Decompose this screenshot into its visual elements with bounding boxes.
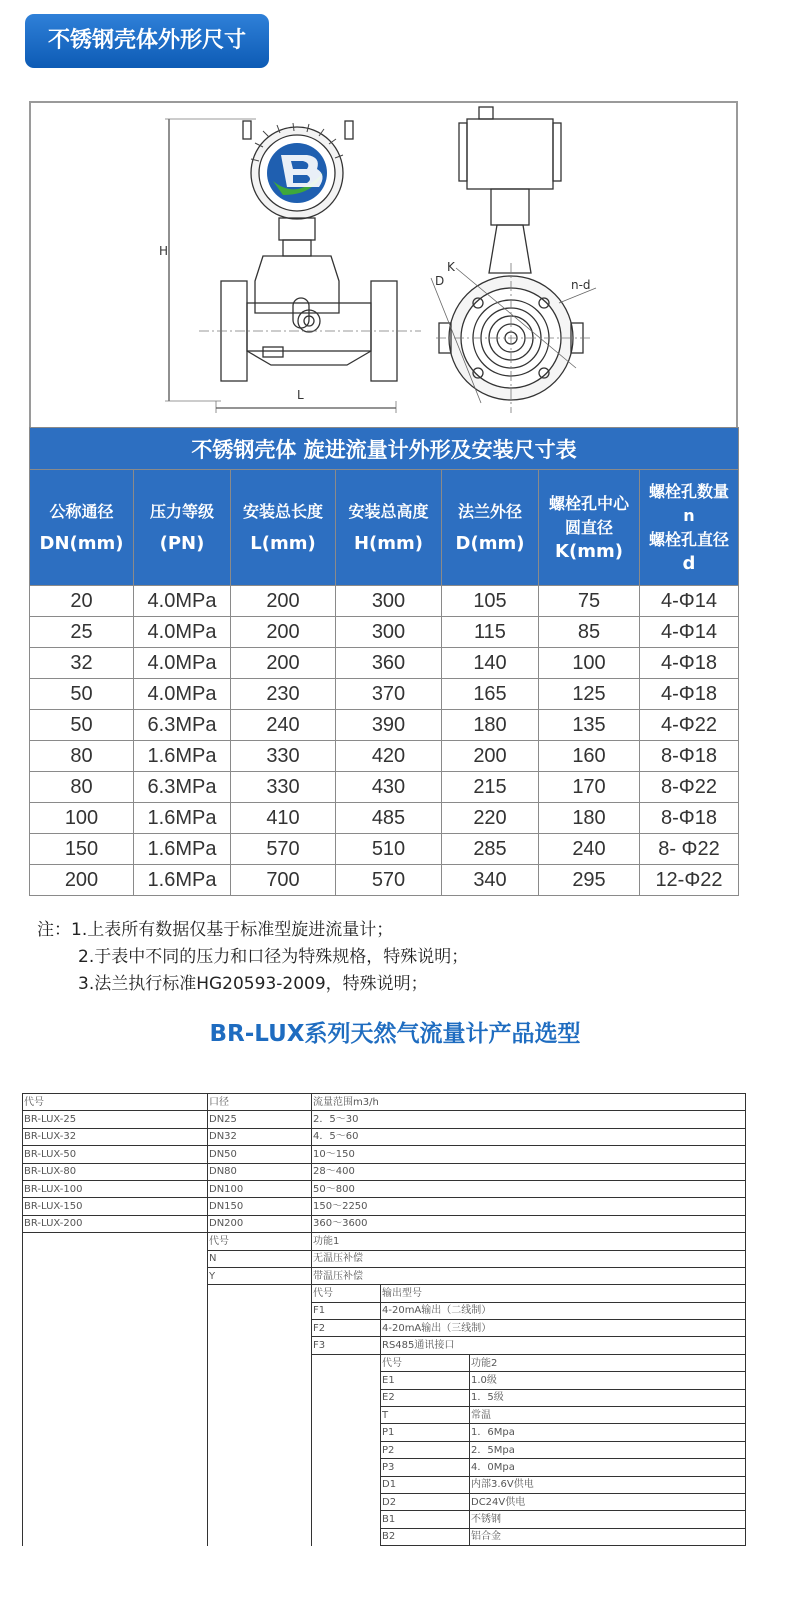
table-cell: 200 bbox=[231, 617, 336, 648]
brand-logo-icon bbox=[267, 143, 327, 203]
table-title: 不锈钢壳体 旋进流量计外形及安装尺寸表 bbox=[30, 428, 739, 470]
empty-cell bbox=[312, 1424, 381, 1441]
dimension-k-label: K bbox=[447, 260, 455, 274]
empty-cell bbox=[23, 1302, 208, 1319]
code-cell: E1 bbox=[381, 1372, 470, 1389]
column-header: 螺栓孔数量 n 螺栓孔直径 d bbox=[640, 470, 739, 586]
empty-cell bbox=[23, 1424, 208, 1441]
selection-row bbox=[23, 1354, 746, 1371]
table-cell: 4.0MPa bbox=[134, 679, 231, 710]
value-cell: 4．5～60 bbox=[312, 1128, 746, 1145]
code-cell: BR-LUX-80 bbox=[23, 1163, 208, 1180]
value-cell: DN200 bbox=[208, 1215, 312, 1232]
selection-row bbox=[23, 1285, 746, 1302]
selection-row bbox=[23, 1302, 746, 1319]
code-cell: D2 bbox=[381, 1493, 470, 1510]
table-cell: 115 bbox=[442, 617, 539, 648]
table-cell: 485 bbox=[336, 803, 442, 834]
table-cell: 80 bbox=[30, 772, 134, 803]
empty-cell bbox=[23, 1233, 208, 1250]
dimension-l-label: L bbox=[297, 388, 304, 402]
selection-row bbox=[23, 1094, 746, 1111]
table-cell: 285 bbox=[442, 834, 539, 865]
table-row bbox=[30, 679, 739, 710]
selection-table bbox=[22, 1093, 746, 1546]
empty-cell bbox=[23, 1267, 208, 1284]
selection-row bbox=[23, 1128, 746, 1145]
value-cell: 4．0Mpa bbox=[470, 1459, 746, 1476]
empty-cell bbox=[208, 1407, 312, 1424]
table-cell: 20 bbox=[30, 586, 134, 617]
value-cell: 带温压补偿 bbox=[312, 1267, 746, 1284]
code-cell: BR-LUX-200 bbox=[23, 1215, 208, 1232]
value-cell: RS485通讯接口 bbox=[381, 1337, 746, 1354]
empty-cell bbox=[312, 1389, 381, 1406]
table-cell: 700 bbox=[231, 865, 336, 896]
table-row bbox=[30, 648, 739, 679]
code-cell: F3 bbox=[312, 1337, 381, 1354]
code-cell: B2 bbox=[381, 1528, 470, 1545]
selection-row bbox=[23, 1146, 746, 1163]
code-cell: B1 bbox=[381, 1511, 470, 1528]
empty-cell bbox=[312, 1407, 381, 1424]
table-cell: 85 bbox=[539, 617, 640, 648]
selection-row bbox=[23, 1111, 746, 1128]
value-cell: 10～150 bbox=[312, 1146, 746, 1163]
table-cell: 200 bbox=[231, 648, 336, 679]
empty-cell bbox=[208, 1441, 312, 1458]
section-badge: 不锈钢壳体外形尺寸 bbox=[25, 14, 269, 68]
value-cell: 1．5级 bbox=[470, 1389, 746, 1406]
value-cell: 流量范围m3/h bbox=[312, 1094, 746, 1111]
value-cell: 无温压补偿 bbox=[312, 1250, 746, 1267]
code-cell: BR-LUX-25 bbox=[23, 1111, 208, 1128]
empty-cell bbox=[208, 1511, 312, 1528]
table-cell: 330 bbox=[231, 741, 336, 772]
note-line: 注：1.上表所有数据仅基于标准型旋进流量计； bbox=[37, 920, 394, 940]
code-cell: Y bbox=[208, 1267, 312, 1284]
code-cell: 代号 bbox=[312, 1285, 381, 1302]
table-cell: 4.0MPa bbox=[134, 586, 231, 617]
selection-row bbox=[23, 1459, 746, 1476]
table-cell: 180 bbox=[539, 803, 640, 834]
empty-cell bbox=[312, 1372, 381, 1389]
notes bbox=[37, 917, 468, 998]
code-cell: 代号 bbox=[23, 1094, 208, 1111]
table-cell: 8- Φ22 bbox=[640, 834, 739, 865]
table-cell: 32 bbox=[30, 648, 134, 679]
empty-cell bbox=[208, 1389, 312, 1406]
table-cell: 1.6MPa bbox=[134, 834, 231, 865]
value-cell: 360～3600 bbox=[312, 1215, 746, 1232]
column-header: 压力等级 (PN) bbox=[134, 470, 231, 586]
table-row bbox=[30, 586, 739, 617]
code-cell: E2 bbox=[381, 1389, 470, 1406]
empty-cell bbox=[23, 1389, 208, 1406]
empty-cell bbox=[312, 1459, 381, 1476]
value-cell: DN50 bbox=[208, 1146, 312, 1163]
empty-cell bbox=[23, 1511, 208, 1528]
empty-cell bbox=[208, 1459, 312, 1476]
dimension-drawing bbox=[29, 101, 738, 427]
table-cell: 300 bbox=[336, 617, 442, 648]
value-cell: 功能1 bbox=[312, 1233, 746, 1250]
value-cell: DN150 bbox=[208, 1198, 312, 1215]
table-cell: 1.6MPa bbox=[134, 741, 231, 772]
code-cell: P1 bbox=[381, 1424, 470, 1441]
table-row bbox=[30, 710, 739, 741]
selection-title: BR-LUX系列天然气流量计产品选型 bbox=[209, 1021, 581, 1047]
empty-cell bbox=[208, 1285, 312, 1302]
table-cell: 8-Φ18 bbox=[640, 741, 739, 772]
value-cell: 28～400 bbox=[312, 1163, 746, 1180]
table-cell: 4.0MPa bbox=[134, 617, 231, 648]
empty-cell bbox=[23, 1441, 208, 1458]
table-cell: 75 bbox=[539, 586, 640, 617]
empty-cell bbox=[208, 1493, 312, 1510]
value-cell: 常温 bbox=[470, 1407, 746, 1424]
empty-cell bbox=[208, 1528, 312, 1545]
column-header: 公称通径 DN(mm) bbox=[30, 470, 134, 586]
table-cell: 4-Φ18 bbox=[640, 648, 739, 679]
code-cell: 代号 bbox=[208, 1233, 312, 1250]
table-cell: 230 bbox=[231, 679, 336, 710]
table-cell: 295 bbox=[539, 865, 640, 896]
selection-row bbox=[23, 1493, 746, 1510]
table-row bbox=[30, 772, 739, 803]
table-cell: 200 bbox=[442, 741, 539, 772]
column-header: 安装总高度 H(mm) bbox=[336, 470, 442, 586]
table-cell: 140 bbox=[442, 648, 539, 679]
value-cell: 2．5～30 bbox=[312, 1111, 746, 1128]
empty-cell bbox=[208, 1337, 312, 1354]
table-cell: 240 bbox=[539, 834, 640, 865]
code-cell: 代号 bbox=[381, 1354, 470, 1371]
table-cell: 125 bbox=[539, 679, 640, 710]
table-row bbox=[30, 741, 739, 772]
value-cell: 4-20mA输出（二线制） bbox=[381, 1302, 746, 1319]
table-cell: 410 bbox=[231, 803, 336, 834]
table-cell: 370 bbox=[336, 679, 442, 710]
table-cell: 1.6MPa bbox=[134, 803, 231, 834]
table-cell: 570 bbox=[231, 834, 336, 865]
table-cell: 220 bbox=[442, 803, 539, 834]
empty-cell bbox=[312, 1441, 381, 1458]
value-cell: 2．5Mpa bbox=[470, 1441, 746, 1458]
value-cell: DN32 bbox=[208, 1128, 312, 1145]
empty-cell bbox=[312, 1493, 381, 1510]
empty-cell bbox=[208, 1354, 312, 1371]
selection-row bbox=[23, 1250, 746, 1267]
value-cell: 50～800 bbox=[312, 1180, 746, 1197]
table-cell: 6.3MPa bbox=[134, 772, 231, 803]
table-cell: 105 bbox=[442, 586, 539, 617]
table-cell: 8-Φ18 bbox=[640, 803, 739, 834]
code-cell: BR-LUX-50 bbox=[23, 1146, 208, 1163]
table-cell: 340 bbox=[442, 865, 539, 896]
table-cell: 4-Φ14 bbox=[640, 586, 739, 617]
value-cell: 1．6Mpa bbox=[470, 1424, 746, 1441]
empty-cell bbox=[208, 1424, 312, 1441]
table-cell: 12-Φ22 bbox=[640, 865, 739, 896]
code-cell: F2 bbox=[312, 1320, 381, 1337]
note-line: 3.法兰执行标准HG20593-2009，特殊说明； bbox=[78, 974, 428, 994]
dimension-d-label: D bbox=[435, 274, 445, 288]
empty-cell bbox=[208, 1320, 312, 1337]
code-cell: P3 bbox=[381, 1459, 470, 1476]
table-cell: 50 bbox=[30, 679, 134, 710]
value-cell: 口径 bbox=[208, 1094, 312, 1111]
empty-cell bbox=[23, 1372, 208, 1389]
table-cell: 300 bbox=[336, 586, 442, 617]
table-cell: 360 bbox=[336, 648, 442, 679]
code-cell: BR-LUX-150 bbox=[23, 1198, 208, 1215]
empty-cell bbox=[208, 1372, 312, 1389]
value-cell: DC24V供电 bbox=[470, 1493, 746, 1510]
empty-cell bbox=[23, 1528, 208, 1545]
selection-row bbox=[23, 1233, 746, 1250]
table-cell: 4-Φ18 bbox=[640, 679, 739, 710]
empty-cell bbox=[23, 1493, 208, 1510]
selection-row bbox=[23, 1337, 746, 1354]
value-cell: 功能2 bbox=[470, 1354, 746, 1371]
table-cell: 180 bbox=[442, 710, 539, 741]
empty-cell bbox=[312, 1476, 381, 1493]
code-cell: D1 bbox=[381, 1476, 470, 1493]
table-cell: 1.6MPa bbox=[134, 865, 231, 896]
value-cell: 150～2250 bbox=[312, 1198, 746, 1215]
table-row bbox=[30, 803, 739, 834]
table-cell: 100 bbox=[30, 803, 134, 834]
table-cell: 150 bbox=[30, 834, 134, 865]
value-cell: 1.0级 bbox=[470, 1372, 746, 1389]
value-cell: 铝合金 bbox=[470, 1528, 746, 1545]
table-cell: 200 bbox=[231, 586, 336, 617]
table-cell: 430 bbox=[336, 772, 442, 803]
table-cell: 165 bbox=[442, 679, 539, 710]
table-cell: 135 bbox=[539, 710, 640, 741]
table-cell: 215 bbox=[442, 772, 539, 803]
empty-cell bbox=[23, 1407, 208, 1424]
selection-row bbox=[23, 1441, 746, 1458]
code-cell: T bbox=[381, 1407, 470, 1424]
table-row bbox=[30, 865, 739, 896]
selection-row bbox=[23, 1407, 746, 1424]
value-cell: DN80 bbox=[208, 1163, 312, 1180]
empty-cell bbox=[23, 1476, 208, 1493]
value-cell: 不锈钢 bbox=[470, 1511, 746, 1528]
selection-row bbox=[23, 1180, 746, 1197]
table-cell: 4.0MPa bbox=[134, 648, 231, 679]
table-cell: 100 bbox=[539, 648, 640, 679]
code-cell: BR-LUX-100 bbox=[23, 1180, 208, 1197]
selection-row bbox=[23, 1389, 746, 1406]
value-cell: 4-20mA输出（三线制） bbox=[381, 1320, 746, 1337]
value-cell: DN100 bbox=[208, 1180, 312, 1197]
table-row bbox=[30, 834, 739, 865]
column-header: 法兰外径 D(mm) bbox=[442, 470, 539, 586]
table-cell: 4-Φ14 bbox=[640, 617, 739, 648]
selection-row bbox=[23, 1372, 746, 1389]
table-cell: 240 bbox=[231, 710, 336, 741]
selection-row bbox=[23, 1511, 746, 1528]
value-cell: DN25 bbox=[208, 1111, 312, 1128]
column-header: 安装总长度 L(mm) bbox=[231, 470, 336, 586]
table-row bbox=[30, 617, 739, 648]
table-cell: 330 bbox=[231, 772, 336, 803]
table-cell: 160 bbox=[539, 741, 640, 772]
table-cell: 25 bbox=[30, 617, 134, 648]
value-cell: 内部3.6V供电 bbox=[470, 1476, 746, 1493]
table-cell: 390 bbox=[336, 710, 442, 741]
table-cell: 570 bbox=[336, 865, 442, 896]
empty-cell bbox=[23, 1337, 208, 1354]
dimension-h-label: H bbox=[159, 244, 169, 258]
selection-row bbox=[23, 1424, 746, 1441]
column-header: 螺栓孔中心 圆直径 K(mm) bbox=[539, 470, 640, 586]
flowmeter-outline-drawing bbox=[31, 103, 736, 429]
table-cell: 8-Φ22 bbox=[640, 772, 739, 803]
table-cell: 80 bbox=[30, 741, 134, 772]
selection-row bbox=[23, 1267, 746, 1284]
empty-cell bbox=[23, 1320, 208, 1337]
empty-cell bbox=[23, 1250, 208, 1267]
code-cell: F1 bbox=[312, 1302, 381, 1319]
selection-row bbox=[23, 1215, 746, 1232]
table-cell: 200 bbox=[30, 865, 134, 896]
selection-row bbox=[23, 1476, 746, 1493]
code-cell: BR-LUX-32 bbox=[23, 1128, 208, 1145]
table-cell: 6.3MPa bbox=[134, 710, 231, 741]
empty-cell bbox=[312, 1511, 381, 1528]
empty-cell bbox=[208, 1476, 312, 1493]
selection-row bbox=[23, 1528, 746, 1545]
selection-row bbox=[23, 1320, 746, 1337]
dimension-table bbox=[29, 427, 739, 896]
value-cell: 输出型号 bbox=[381, 1285, 746, 1302]
table-cell: 420 bbox=[336, 741, 442, 772]
table-cell: 510 bbox=[336, 834, 442, 865]
table-cell: 50 bbox=[30, 710, 134, 741]
empty-cell bbox=[23, 1459, 208, 1476]
empty-cell bbox=[23, 1285, 208, 1302]
empty-cell bbox=[312, 1528, 381, 1545]
code-cell: N bbox=[208, 1250, 312, 1267]
table-cell: 170 bbox=[539, 772, 640, 803]
empty-cell bbox=[208, 1302, 312, 1319]
dimension-nd-label: n-d bbox=[571, 278, 591, 292]
selection-row bbox=[23, 1198, 746, 1215]
table-cell: 4-Φ22 bbox=[640, 710, 739, 741]
empty-cell bbox=[23, 1354, 208, 1371]
empty-cell bbox=[312, 1354, 381, 1371]
code-cell: P2 bbox=[381, 1441, 470, 1458]
selection-row bbox=[23, 1163, 746, 1180]
note-line: 2.于表中不同的压力和口径为特殊规格，特殊说明； bbox=[78, 947, 469, 967]
